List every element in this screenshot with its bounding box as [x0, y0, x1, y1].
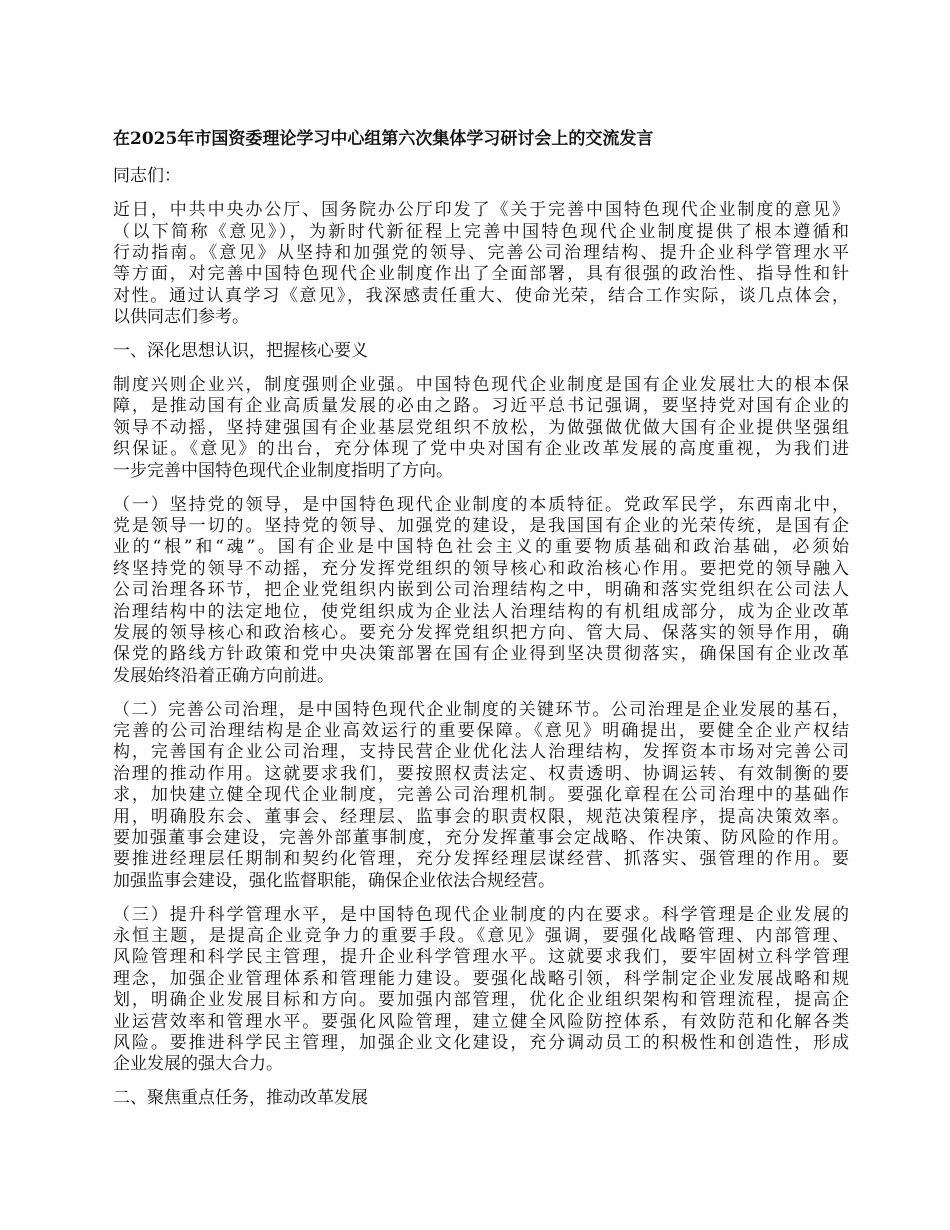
text-line: 完善的公司治理结构是企业高效运行的重要保障。《意见》明确提出，要健全企业产权结 — [113, 720, 849, 741]
paragraph — [113, 905, 849, 1076]
text-line: 永恒主题，是提高企业竞争力的重要手段。《意见》强调，要强化战略管理、内部管理、 — [113, 926, 849, 946]
text-line: 治理结构中的法定地位，使党组织成为企业法人治理结构的有机组成部分，成为企业改革 — [113, 601, 849, 622]
text-line: 加强监事会建设，强化监督职能，确保企业依法合规经营。 — [113, 870, 555, 891]
paragraphs — [113, 200, 849, 1109]
text-line: 企业发展的强大合力。 — [113, 1054, 283, 1075]
text-line: （三）提升科学管理水平，是中国特色现代企业制度的内在要求。科学管理是企业发展的 — [113, 904, 849, 925]
text-line: 风险。要推进科学民主管理，加强企业文化建设，充分调动员工的积极性和创造性，形成 — [113, 1032, 849, 1053]
salutation: 同志们： — [113, 166, 181, 187]
text-line: （一）坚持党的领导，是中国特色现代企业制度的本质特征。党政军民学，东西南北中， — [113, 494, 849, 515]
text-line: 领导不动摇，坚持建强国有企业基层党组织不放松，为做强做优做大国有企业提供坚强组 — [113, 417, 849, 438]
text-line: 发展的领导核心和政治核心。要充分发挥党组织把方向、管大局、保落实的领导作用，确 — [113, 622, 849, 643]
text-line: 对性。通过认真学习《意见》，我深感责任重大、使命光荣，结合工作实际，谈几点体会， — [113, 285, 849, 306]
text-line: 障，是推动国有企业高质量发展的必由之路。习近平总书记强调，要坚持党对国有企业的 — [113, 396, 849, 417]
text-line: 划，明确企业发展目标和方向。要加强内部管理，优化企业组织架构和管理流程，提高企 — [113, 990, 849, 1011]
text-line: 构，完善国有企业公司治理，支持民营企业优化法人治理结构，发挥资本市场对完善公司 — [113, 742, 849, 763]
text-line: 行动指南。《意见》从坚持和加强党的领导、完善公司治理结构、提升企业科学管理水平 — [113, 243, 849, 264]
paragraph — [113, 495, 849, 688]
document-title: 在2025年市国资委理论学习中心组第六次集体学习研讨会上的交流发言 — [113, 129, 654, 149]
text-line: 理念，加强企业管理体系和管理能力建设。要强化战略引领，科学制定企业发展战略和规 — [113, 968, 849, 989]
text-line: 公司治理各环节，把企业党组织内嵌到公司治理结构之中，明确和落实党组织在公司法人 — [113, 580, 849, 601]
text-line: 一、深化思想认识，把握核心要义 — [113, 341, 368, 362]
text-line: 等方面，对完善中国特色现代企业制度作出了全面部署，具有很强的政治性、指导性和针 — [113, 264, 849, 285]
section-heading — [113, 1088, 849, 1109]
text-line: 求，加快建立健全现代企业制度，完善公司治理机制。要强化章程在公司治理中的基础作 — [113, 785, 849, 806]
text-line: （以下简称《意见》），为新时代新征程上完善中国特色现代企业制度提供了根本遵循和 — [113, 221, 849, 242]
text-line: 业运营效率和管理水平。要强化风险管理，建立健全风险防控体系，有效防范和化解各类 — [113, 1011, 849, 1032]
text-line: 近日，中共中央办公厅、国务院办公厅印发了《关于完善中国特色现代企业制度的意见》 — [113, 200, 849, 221]
section-heading — [113, 341, 849, 362]
text-line: 制度兴则企业兴，制度强则企业强。中国特色现代企业制度是国有企业发展壮大的根本保 — [113, 375, 849, 396]
text-line: 要加强董事会建设，完善外部董事制度，充分发挥董事会定战略、作决策、防风险的作用。 — [113, 827, 849, 848]
text-line: 终坚持党的领导不动摇，充分发挥党组织的领导核心和政治核心作用。要把党的领导融入 — [113, 558, 849, 579]
text-line: 保党的路线方针政策和党中央决策部署在国有企业得到坚决贯彻落实，确保国有企业改革 — [113, 644, 849, 665]
text-line: 用，明确股东会、董事会、经理层、监事会的职责权限，规范决策程序，提高决策效率。 — [113, 806, 849, 827]
document-body — [113, 129, 849, 1122]
paragraph — [113, 375, 849, 482]
text-line: （二）完善公司治理，是中国特色现代企业制度的关键环节。公司治理是企业发展的基石， — [113, 699, 849, 720]
text-line: 一步完善中国特色现代企业制度指明了方向。 — [113, 460, 453, 481]
text-line: 发展始终沿着正确方向前进。 — [113, 665, 334, 686]
text-line: 织保证。《意见》的出台，充分体现了党中央对国有企业改革发展的高度重视，为我们进 — [113, 439, 849, 460]
text-line: 业的“根”和“魂”。国有企业是中国特色社会主义的重要物质基础和政治基础，必须始 — [113, 537, 849, 558]
text-line: 以供同志们参考。 — [113, 307, 249, 328]
paragraph — [113, 700, 849, 893]
text-line: 风险管理和科学民主管理，提升企业科学管理水平。这就要求我们，要牢固树立科学管理 — [113, 947, 849, 968]
text-line: 党是领导一切的。坚持党的领导、加强党的建设，是我国国有企业的光荣传统，是国有企 — [113, 515, 849, 536]
text-line: 治理的推动作用。这就要求我们，要按照权责法定、权责透明、协调运转、有效制衡的要 — [113, 763, 849, 784]
text-line: 二、聚焦重点任务，推动改革发展 — [113, 1088, 368, 1109]
text-line: 要推进经理层任期制和契约化管理，充分发挥经理层谋经营、抓落实、强管理的作用。要 — [113, 849, 849, 870]
paragraph — [113, 200, 849, 328]
